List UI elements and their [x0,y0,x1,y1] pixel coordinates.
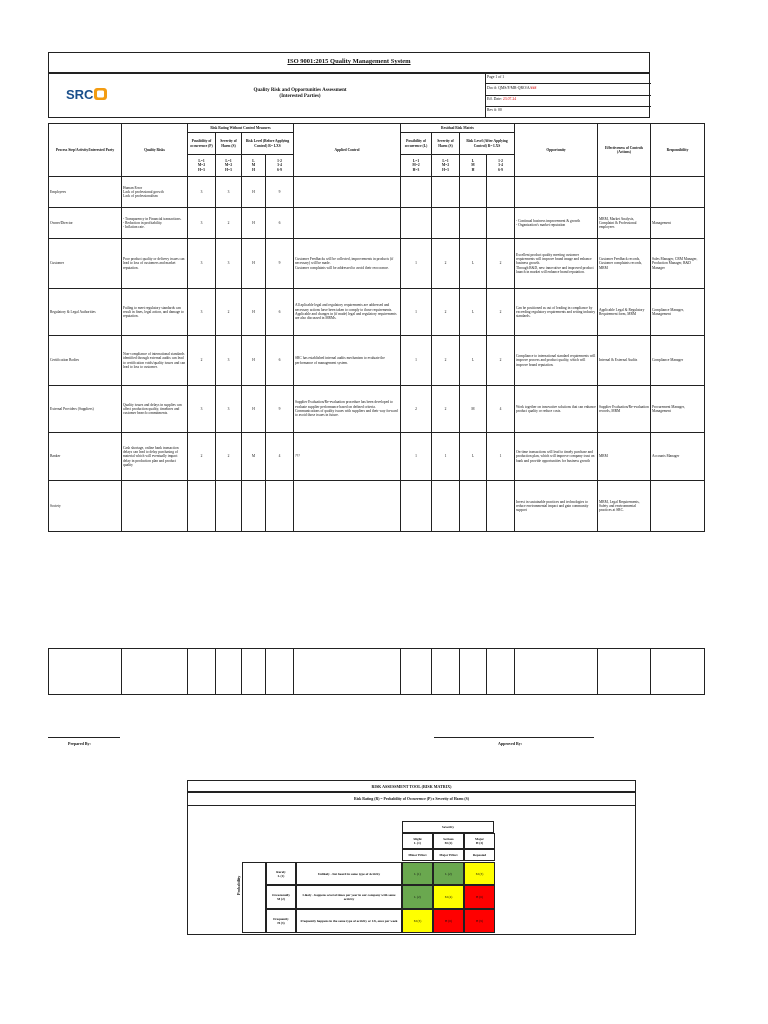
severity-col-sub: Repeated [464,849,495,861]
matrix-cell: M (3) [464,862,495,885]
cell-responsibility: Compliance Manager, Management [651,289,705,336]
cell-control [294,208,401,239]
cell-s2: 2 [432,386,460,433]
cell-p2 [401,481,432,532]
cell-risks [122,481,188,532]
matrix-formula: Risk Rating (R) = Probability of Occurrence (P) x Severity of Harm (S) [187,792,636,806]
cell-s: 2 [216,433,242,481]
cell-r2 [487,481,515,532]
cell-risks: Human Error Lack of professional growth Lack of professionalism [122,177,188,208]
cell-effectiveness: MRM [598,433,651,481]
blank-cell [294,649,401,695]
cell-l2 [460,208,487,239]
header-applied-control: Applied Control [294,124,401,177]
scale-ranges: 1-2 3-4 6-9 [487,155,515,177]
src-logo [66,86,108,103]
severity-col-header: Slight L (1) [402,833,433,849]
scale-lmh-num: L=1 M=2 H=3 [432,155,460,177]
scale-lmh: L M H [242,155,266,177]
assessment-title [200,88,400,101]
matrix-cell: L (2) [433,862,464,885]
header-quality-risks: Quality Risks [122,124,188,177]
cell-risks: Poor product quality or delivery issues can lead to loss of customers and market reputation. [122,239,188,289]
cell-s2: 2 [432,336,460,386]
cell-l2: L [460,336,487,386]
blank-cell [188,649,216,695]
scale-lmh-num: L=1 M=2 H=3 [188,155,216,177]
cell-risks: Non-compliance of international standards identified through external audits can lead to certification voids/quality issues and can lead to loss to customer. [122,336,188,386]
cell-control: All aplicable legal and regulatory requirements are addressed and necessary actions have been taken to comply to those requirements. Applicable and changes in (if made) legal and regulatory requirements are also discussed in MRMs. [294,289,401,336]
cell-p: 3 [188,208,216,239]
severity-col-sub: Major Effect [433,849,464,861]
doc-number: Doc #: QMS/F/MR-QRO/A/### [486,84,651,95]
cell-p: 3 [188,239,216,289]
table-row [49,386,705,433]
cell-control: Customer Feedbacks will be collected, improvements in products (if necessary) will be made. Customer complaints will be addressed to avoid their reoccrance. [294,239,401,289]
scale-lmh-num: L=1 M=2 H=3 [401,155,432,177]
cell-p [188,481,216,532]
blank-cell [432,649,460,695]
probability-label: Probability [236,875,241,895]
cell-p2: 1 [401,239,432,289]
cell-control [294,481,401,532]
approved-by-line [434,737,594,738]
cell-effectiveness: MRM, Market Analysis, Complaint & Professional employees [598,208,651,239]
cell-r2 [487,177,515,208]
cell-responsibility: Accounts Manager [651,433,705,481]
cell-l [242,481,266,532]
cell-process: Owner/Director [49,208,122,239]
probability-level: Occasionally M (2) [266,885,296,909]
cell-p2: 2 [401,386,432,433]
header-severity: Severity of Harm (S) [216,133,242,155]
risk-table [48,123,705,532]
blank-cell [598,649,651,695]
probability-side [242,862,266,933]
blank-cell [487,649,515,695]
cell-s2 [432,208,460,239]
cell-effectiveness: Supplier Evaluation/Re-evaluation records, MRM [598,386,651,433]
assessment-title-line: Quality Risk and Opportunities Assessment [253,88,347,93]
cell-opportunity: Can be positioned as out of leading in compliance by exceeding regulatory requirements and setting industry standards. [515,289,598,336]
prepared-by-line [48,737,120,738]
cell-s2 [432,177,460,208]
blank-table-row [48,648,705,695]
effective-date: Eff. Date: 23.07.24 [486,96,651,107]
header-risk-level-residual: Risk Level (After Applying Control) R= LXS [460,133,515,155]
header-without-control: Risk Rating Without Control Measures [188,124,294,133]
approved-by-label: Approved By: [498,741,523,746]
cell-opportunity: - Continual business improvement & growth - Organization's market reputation [515,208,598,239]
cell-p: 3 [188,289,216,336]
header-probability-residual: Possibility of occurrence (L) [401,133,432,155]
cell-opportunity: Compliance to international standard requirements will improve process and product quality, which will improve brand reputation. [515,336,598,386]
header-effectiveness: Effectiveness of Controls (Actions) [598,124,651,177]
cell-l: H [242,177,266,208]
cell-effectiveness: Internal & External Audits [598,336,651,386]
cell-risks: Cash shortage, online bank transaction delays can lead to delay purchasing of material which will eventually impact delay in production plan and product quality [122,433,188,481]
table-row [49,177,705,208]
cell-s: 3 [216,386,242,433]
cell-l: M [242,433,266,481]
cell-opportunity: Work together on innovative solutions that can enhance product quality or reduce costs. [515,386,598,433]
cell-r2: 2 [487,336,515,386]
cell-responsibility [651,177,705,208]
cell-p: 3 [188,386,216,433]
cell-r: 9 [266,239,294,289]
cell-opportunity [515,177,598,208]
cell-r: 6 [266,336,294,386]
cell-s2: 2 [432,289,460,336]
cell-p2: 1 [401,336,432,386]
cell-opportunity: On-time transactions will lead to timely purchase and production plan, which will improve company trust on bank and provide opportunities for business growth [515,433,598,481]
scale-lmh: L M H [460,155,487,177]
cell-opportunity: Invest in sustainable practices and technologies to reduce environmental impact and gain community support [515,481,598,532]
scale-lmh-num: L=1 M=2 H=3 [216,155,242,177]
cell-control: ??? [294,433,401,481]
cell-r2: 2 [487,239,515,289]
cell-l2 [460,481,487,532]
cell-responsibility: Sales Manager, CRM Manager, Production Manager, R&D Manager [651,239,705,289]
cell-s: 3 [216,177,242,208]
cell-l: H [242,336,266,386]
table-row [49,433,705,481]
cell-r2 [487,208,515,239]
severity-col-sub: Minor Effect [402,849,433,861]
cell-effectiveness: MRM, Legal Requirements, Safety and environmental practices at SRC. [598,481,651,532]
cell-p: 2 [188,433,216,481]
matrix-title: RISK ASSESSMENT TOOL (RISK MATRIX) [187,780,636,792]
system-title: ISO 9001:2015 Quality Management System [287,58,411,65]
blank-cell [242,649,266,695]
cell-s2 [432,481,460,532]
header-opportunity: Opportunity [515,124,598,177]
cell-responsibility [651,481,705,532]
matrix-cell: H (9) [464,909,495,933]
severity-col-header: Major H (3) [464,833,495,849]
cell-effectiveness: Customer Feedback records, Customer complaints records, MRM [598,239,651,289]
cell-r2: 1 [487,433,515,481]
cell-s: 2 [216,208,242,239]
assessment-subtitle: (Interested Parties) [279,94,321,100]
table-row [49,208,705,239]
cell-risks: - Transparency in Financial transactions. - Reduction in profitability. - Inflation rate. [122,208,188,239]
matrix-cell: L (1) [402,862,433,885]
probability-level: Rarely L (1) [266,862,296,885]
table-row [49,481,705,532]
blank-cell [515,649,598,695]
header-process: Process Step/Activity/Interested Party [49,124,122,177]
blank-cell [266,649,294,695]
cell-l2: L [460,433,487,481]
cell-s2: 2 [432,239,460,289]
cell-risks: Failing to meet regulatory standards can result in fines, legal action, and damage to reputation. [122,289,188,336]
title-bar [48,52,650,73]
matrix-cell: M (4) [433,885,464,909]
cell-process: Customer [49,239,122,289]
cell-s: 2 [216,289,242,336]
cell-process: Certification Bodies [49,336,122,386]
matrix-cell: H (6) [433,909,464,933]
matrix-cell: L (2) [402,885,433,909]
cell-r: 9 [266,177,294,208]
cell-responsibility: Procurement Manager, Management [651,386,705,433]
cell-risks: Quality issues and delays in supplies can affect production quality, timelines and customer bearch commitments. [122,386,188,433]
cell-r2: 2 [487,289,515,336]
cell-process: External Providers (Suppliers) [49,386,122,433]
cell-effectiveness [598,177,651,208]
prepared-by-label: Prepared By: [68,741,91,746]
header-residual: Residual Risk Matrix [401,124,515,133]
probability-description: Unlikely - but heard in same type of Activity [296,862,402,885]
document-meta [485,73,651,118]
cell-r: 4 [266,433,294,481]
probability-level: Frequently H (3) [266,909,296,933]
cell-l2: L [460,289,487,336]
severity-col-header: Serious M (2) [433,833,464,849]
cell-effectiveness: Applicable Legal & Regulatory Requirement form, MRM [598,289,651,336]
table-row [49,289,705,336]
matrix-cell: M (3) [402,909,433,933]
table-row [49,239,705,289]
cell-responsibility: Compliance Manager [651,336,705,386]
header-risk-level: Risk Level (Before Applying Control) R= LXS [242,133,294,155]
cell-r2: 4 [487,386,515,433]
table-row [49,336,705,386]
cell-s: 3 [216,336,242,386]
revision-number: Rev #: 00 [487,108,502,113]
cell-l2 [460,177,487,208]
blank-cell [460,649,487,695]
probability-description: Frequently happens in the same type of activity or 1/6, once per week [296,909,402,933]
cell-s [216,481,242,532]
probability-description: Likely - happens several times per year in our company with same activity [296,885,402,909]
cell-l2: L [460,239,487,289]
matrix-cell: H (6) [464,885,495,909]
cell-process: Regulatory & Legal Authorities [49,289,122,336]
header-probability: Possibility of occurrence (P) [188,133,216,155]
logo-text: SRC [66,87,94,102]
page-number: Page 1 of 1 [486,73,651,84]
header-severity-residual: Severity of Harm (S) [432,133,460,155]
cell-p2: 1 [401,289,432,336]
cell-p2: 1 [401,433,432,481]
cell-process: Banker [49,433,122,481]
cell-l: H [242,289,266,336]
blank-cell [651,649,705,695]
blank-cell [122,649,188,695]
scale-ranges: 1-2 3-4 6-9 [266,155,294,177]
cell-responsibility: Management [651,208,705,239]
severity-label: Severity [402,821,494,833]
cell-control [294,177,401,208]
cell-s: 3 [216,239,242,289]
cell-process: Society [49,481,122,532]
cell-r: 9 [266,386,294,433]
cell-s2: 1 [432,433,460,481]
cell-l2: M [460,386,487,433]
cell-l: H [242,386,266,433]
cell-r: 6 [266,289,294,336]
blank-cell [49,649,122,695]
cell-p2 [401,208,432,239]
cell-control: SRC has established internal audits mechanism to evaluate the performance of management system. [294,336,401,386]
cell-l: H [242,239,266,289]
cell-p2 [401,177,432,208]
cell-l: H [242,208,266,239]
cell-r [266,481,294,532]
cell-p: 2 [188,336,216,386]
blank-cell [216,649,242,695]
cell-process: Employees [49,177,122,208]
cell-opportunity: Excellent product quality meeting customer requirements will improve brand image and enhance business growth. Through R&D, new innovative and improved product launch in market will enhance brand reputation. [515,239,598,289]
cell-control: Supplier Evaluation/Re-evaluation procedure has been developed to evaluate supplier performance based on defined criteria. Communications of quality issues with suppliers and their way forward to avoid those issues in future. [294,386,401,433]
cell-r: 6 [266,208,294,239]
header-responsibility: Responsibility [651,124,705,177]
blank-cell [401,649,432,695]
cell-p: 3 [188,177,216,208]
